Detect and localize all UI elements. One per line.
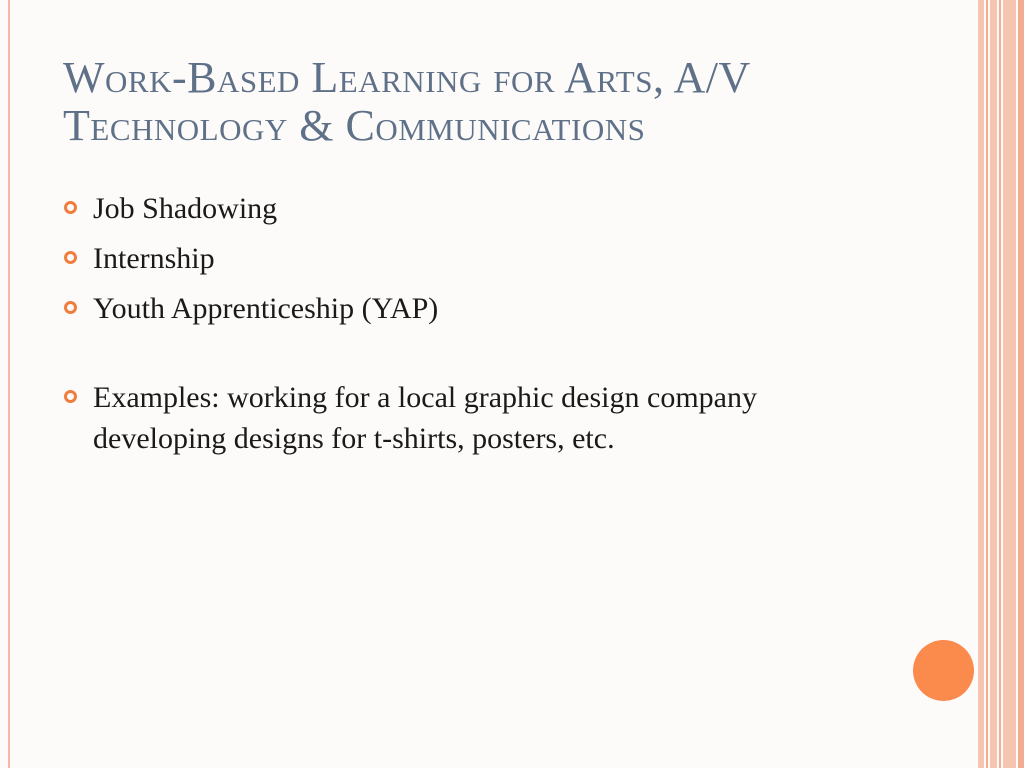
hollow-circle-bullet-icon: [64, 390, 77, 403]
bullet-text: Internship: [93, 242, 215, 275]
right-stripe: [1018, 0, 1024, 768]
slide-title-line-2: Technology & Communications: [63, 101, 646, 150]
bullet-item: [62, 238, 882, 279]
bullet-text: Job Shadowing: [93, 192, 278, 225]
hollow-circle-bullet-icon: [64, 301, 77, 314]
bullet-text: Examples: working for a local graphic design company developing designs for t-shirts, posters, etc.: [93, 381, 757, 455]
slide-title: [63, 54, 963, 150]
bullet-item: [62, 288, 882, 329]
hollow-circle-bullet-icon: [64, 251, 77, 264]
bullet-item: [62, 188, 882, 229]
bullet-list: [62, 188, 882, 468]
right-stripe: [986, 0, 988, 768]
left-border-line: [8, 0, 10, 768]
bullet-item: [62, 377, 882, 459]
right-stripe: [1003, 0, 1016, 768]
right-stripe: [978, 0, 984, 768]
right-stripe: [990, 0, 997, 768]
right-stripe: [999, 0, 1001, 768]
hollow-circle-bullet-icon: [64, 201, 77, 214]
bullet-text: Youth Apprenticeship (YAP): [93, 292, 439, 325]
orange-circle-icon: [913, 640, 974, 701]
slide-title-line-1: Work-Based Learning for Arts, A/V: [63, 53, 751, 102]
